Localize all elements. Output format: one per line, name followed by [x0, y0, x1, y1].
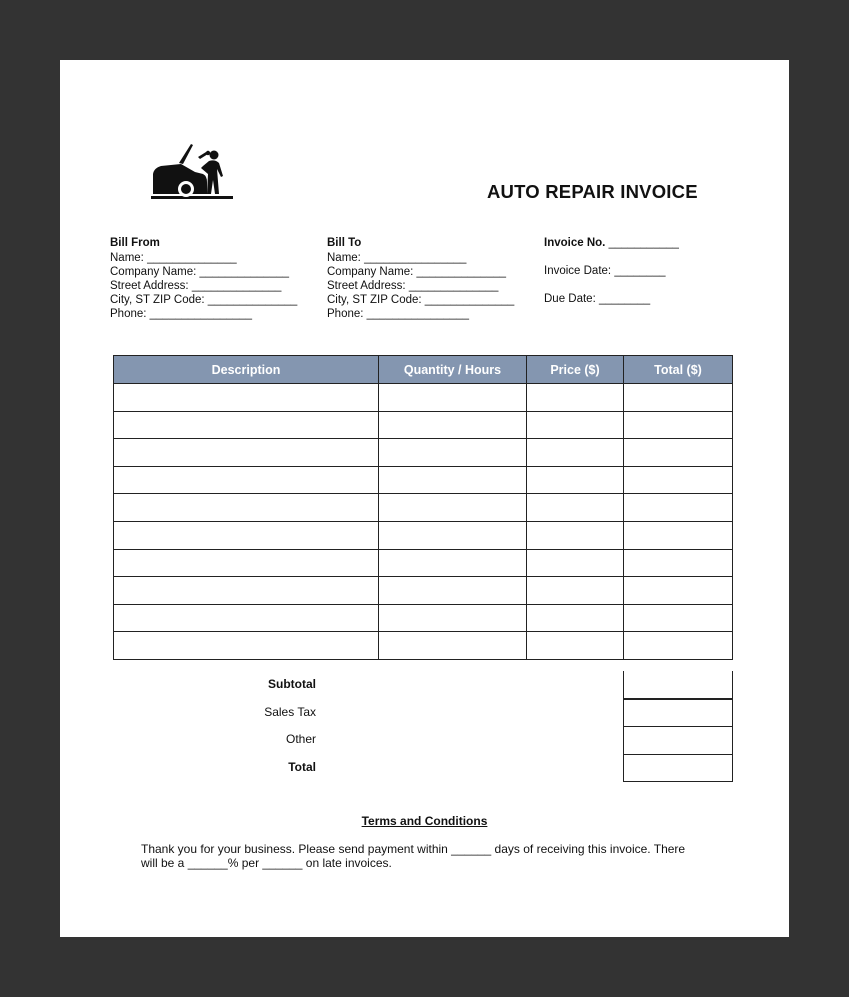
invoice-no-field[interactable]: ___________ — [608, 237, 679, 249]
bill-from-name-field[interactable]: Name: ______________ — [110, 252, 237, 264]
cell-price[interactable] — [527, 411, 624, 439]
sales-tax-label: Sales Tax — [264, 704, 316, 719]
due-date-field[interactable]: Due Date: ________ — [544, 293, 651, 305]
invoice-title: AUTO REPAIR INVOICE — [487, 181, 698, 202]
other-label: Other — [285, 732, 316, 747]
cell-description[interactable] — [114, 411, 379, 439]
cell-description[interactable] — [114, 577, 379, 605]
table-row — [114, 604, 733, 632]
cell-quantity[interactable] — [379, 577, 527, 605]
table-row — [114, 521, 733, 549]
cell-total[interactable] — [624, 494, 733, 522]
cell-total[interactable] — [624, 466, 733, 494]
cell-price[interactable] — [527, 632, 624, 660]
cell-total[interactable] — [624, 521, 733, 549]
table-row — [114, 384, 733, 412]
table-row — [114, 632, 733, 660]
cell-quantity[interactable] — [379, 494, 527, 522]
cell-quantity[interactable] — [379, 632, 527, 660]
terms-title: Terms and Conditions — [361, 814, 488, 828]
table-row — [114, 466, 733, 494]
cell-total[interactable] — [624, 384, 733, 412]
cell-description[interactable] — [114, 494, 379, 522]
cell-price[interactable] — [527, 577, 624, 605]
bill-from-street-field[interactable]: Street Address: ______________ — [110, 280, 282, 292]
cell-price[interactable] — [527, 604, 624, 632]
bill-from-city-field[interactable]: City, ST ZIP Code: ______________ — [110, 294, 298, 306]
cell-price[interactable] — [527, 384, 624, 412]
mechanic-car-icon — [151, 142, 235, 202]
total-label: Total — [288, 760, 316, 775]
invoice-meta-section — [544, 236, 679, 306]
table-row — [114, 439, 733, 467]
invoice-date-field[interactable]: Invoice Date: ________ — [544, 265, 666, 277]
cell-quantity[interactable] — [379, 466, 527, 494]
cell-description[interactable] — [114, 549, 379, 577]
bill-to-header: Bill To — [327, 237, 362, 249]
cell-description[interactable] — [114, 439, 379, 467]
cell-total[interactable] — [624, 411, 733, 439]
total-cell[interactable] — [623, 754, 733, 782]
cell-price[interactable] — [527, 439, 624, 467]
line-items-table — [113, 355, 733, 660]
other-cell[interactable] — [623, 726, 733, 754]
cell-total[interactable] — [624, 604, 733, 632]
cell-price[interactable] — [527, 549, 624, 577]
bill-from-company-field[interactable]: Company Name: ______________ — [110, 266, 290, 278]
cell-quantity[interactable] — [379, 521, 527, 549]
bill-to-name-field[interactable]: Name: ________________ — [327, 252, 467, 264]
bill-to-section — [327, 236, 514, 321]
bill-from-header: Bill From — [110, 237, 160, 249]
subtotal-label: Subtotal — [268, 677, 316, 691]
cell-description[interactable] — [114, 384, 379, 412]
cell-total[interactable] — [624, 632, 733, 660]
table-header-row — [114, 356, 733, 384]
cell-quantity[interactable] — [379, 384, 527, 412]
column-header-price: Price ($) — [527, 356, 624, 384]
table-row — [114, 411, 733, 439]
cell-quantity[interactable] — [379, 439, 527, 467]
cell-quantity[interactable] — [379, 549, 527, 577]
column-header-quantity: Quantity / Hours — [379, 356, 527, 384]
cell-description[interactable] — [114, 632, 379, 660]
subtotal-cell[interactable] — [623, 671, 733, 699]
column-header-total: Total ($) — [624, 356, 733, 384]
bill-to-phone-field[interactable]: Phone: ________________ — [327, 308, 469, 320]
bill-to-company-field[interactable]: Company Name: ______________ — [327, 266, 507, 278]
line-items-body — [114, 384, 733, 660]
invoice-page — [60, 60, 789, 937]
terms-text: Thank you for your business. Please send payment within ______ days of receiving this invoice. There will be a ______% per ______ on late invoices. — [141, 842, 686, 870]
cell-total[interactable] — [624, 439, 733, 467]
cell-total[interactable] — [624, 577, 733, 605]
cell-quantity[interactable] — [379, 604, 527, 632]
sales-tax-cell[interactable] — [623, 699, 733, 727]
table-row — [114, 577, 733, 605]
bill-from-phone-field[interactable]: Phone: ________________ — [110, 308, 252, 320]
invoice-no-label: Invoice No. — [544, 237, 606, 249]
cell-price[interactable] — [527, 494, 624, 522]
bill-from-section — [110, 236, 297, 321]
bill-to-street-field[interactable]: Street Address: ______________ — [327, 280, 499, 292]
cell-total[interactable] — [624, 549, 733, 577]
table-row — [114, 494, 733, 522]
column-header-description: Description — [114, 356, 379, 384]
cell-description[interactable] — [114, 466, 379, 494]
cell-description[interactable] — [114, 604, 379, 632]
cell-price[interactable] — [527, 466, 624, 494]
bill-to-city-field[interactable]: City, ST ZIP Code: ______________ — [327, 294, 515, 306]
cell-price[interactable] — [527, 521, 624, 549]
cell-quantity[interactable] — [379, 411, 527, 439]
cell-description[interactable] — [114, 521, 379, 549]
table-row — [114, 549, 733, 577]
